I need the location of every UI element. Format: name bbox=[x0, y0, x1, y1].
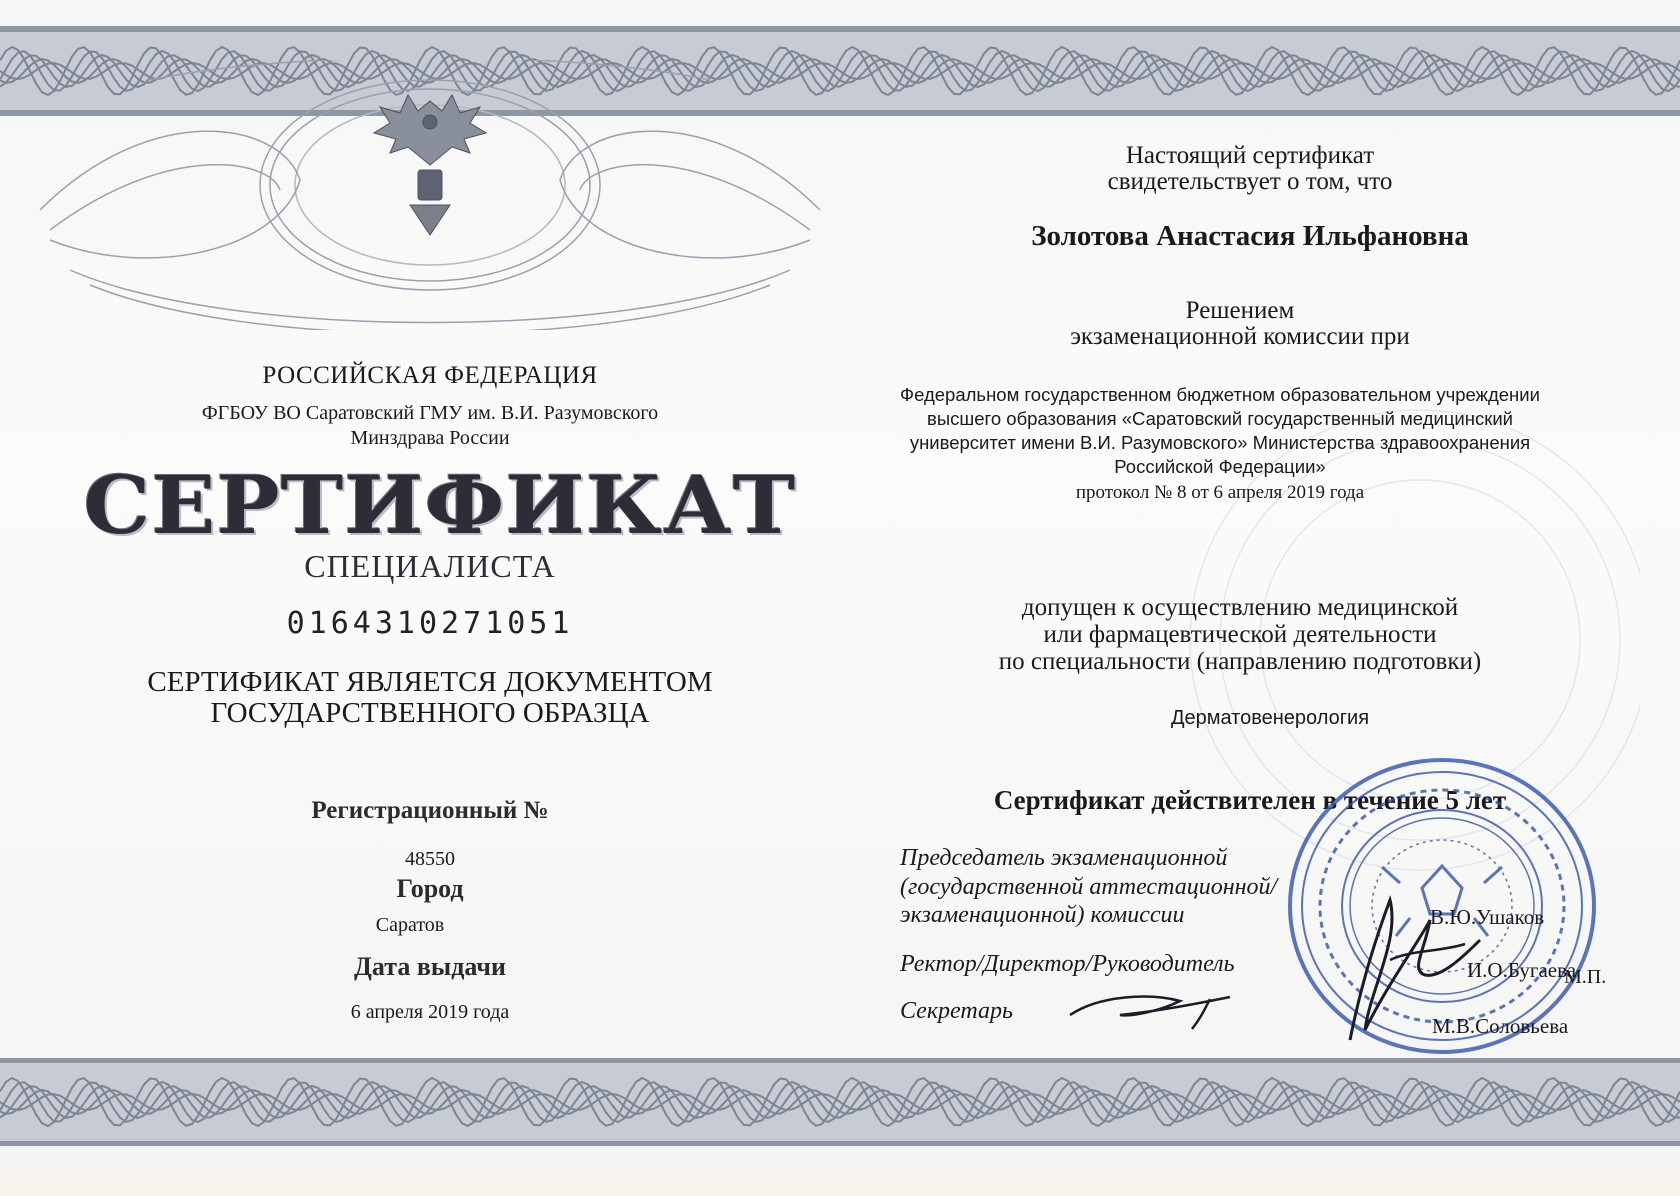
validity-statement: Сертификат действителен в течение 5 лет bbox=[993, 785, 1507, 815]
city-label: Город bbox=[396, 874, 464, 903]
bottom-guilloche-border bbox=[0, 1058, 1680, 1146]
registration-number: 48550 bbox=[405, 848, 455, 870]
institution-line-3: университет имени В.И. Разумовского» Министерства здравоохранения bbox=[909, 432, 1531, 453]
intro-line-2: свидетельствует о том, что bbox=[1107, 168, 1393, 195]
institution-line-4: Российской Федерации» bbox=[1114, 456, 1326, 477]
lower-page-edge bbox=[0, 1170, 1680, 1196]
protocol-line: протокол № 8 от 6 апреля 2019 года bbox=[1075, 482, 1365, 503]
decision-line-2: экзаменационной комиссии при bbox=[1070, 323, 1410, 350]
state-document-line-2: ГОСУДАРСТВЕННОГО ОБРАЗЦА bbox=[210, 697, 650, 729]
specialty-value: Дерматовенерология bbox=[1170, 707, 1370, 729]
chair-name: В.Ю.Ушаков bbox=[1430, 905, 1545, 929]
chair-role-line-2: (государственной аттестационной/ bbox=[900, 874, 1278, 900]
registration-label: Регистрационный № bbox=[311, 797, 549, 824]
issue-date-value: 6 апреля 2019 года bbox=[350, 1001, 510, 1023]
state-document-line-1: СЕРТИФИКАТ ЯВЛЯЕТСЯ ДОКУМЕНТОМ bbox=[147, 666, 713, 698]
stamp-place-mark: М.П. bbox=[1564, 966, 1607, 988]
admission-line-1: допущен к осуществлению медицинской bbox=[1021, 594, 1459, 621]
secretary-role: Секретарь bbox=[900, 998, 1013, 1024]
decision-line-1: Решением bbox=[1185, 297, 1295, 324]
certificate-title: СЕРТИФИКАТ bbox=[83, 458, 797, 552]
admission-line-2: или фармацевтической деятельности bbox=[1043, 621, 1437, 648]
certificate-subtitle: СПЕЦИАЛИСТА bbox=[304, 548, 556, 584]
issue-date-label: Дата выдачи bbox=[354, 952, 506, 981]
chair-role-line-3: экзаменационной) комиссии bbox=[900, 902, 1185, 928]
intro-line-1: Настоящий сертификат bbox=[1125, 142, 1375, 169]
city-value: Саратов bbox=[375, 914, 445, 936]
certificate-number: 0164310271051 bbox=[286, 606, 574, 641]
issuer-line-2: Минздрава России bbox=[350, 427, 510, 449]
country-heading: РОССИЙСКАЯ ФЕДЕРАЦИЯ bbox=[262, 362, 598, 389]
issuer-line-1: ФГБОУ ВО Саратовский ГМУ им. В.И. Разумовского bbox=[201, 402, 659, 424]
rector-role: Ректор/Директор/Руководитель bbox=[900, 951, 1235, 977]
secretary-signature bbox=[1060, 985, 1260, 1035]
rector-name: И.О.Бугаева bbox=[1467, 958, 1577, 982]
secretary-name: М.В.Соловьева bbox=[1432, 1014, 1569, 1038]
admission-line-3: по специальности (направлению подготовки) bbox=[998, 648, 1482, 675]
institution-line-1: Федеральном государственном бюджетном образовательном учреждении bbox=[900, 384, 1540, 405]
holder-name: Золотова Анастасия Ильфановна bbox=[1031, 220, 1469, 252]
emblem-ornament bbox=[30, 60, 830, 330]
chair-role-line-1: Председатель экзаменационной bbox=[900, 845, 1228, 871]
double-eagle-emblem bbox=[374, 95, 486, 235]
institution-line-2: высшего образования «Саратовский государственный медицинский bbox=[927, 408, 1513, 429]
